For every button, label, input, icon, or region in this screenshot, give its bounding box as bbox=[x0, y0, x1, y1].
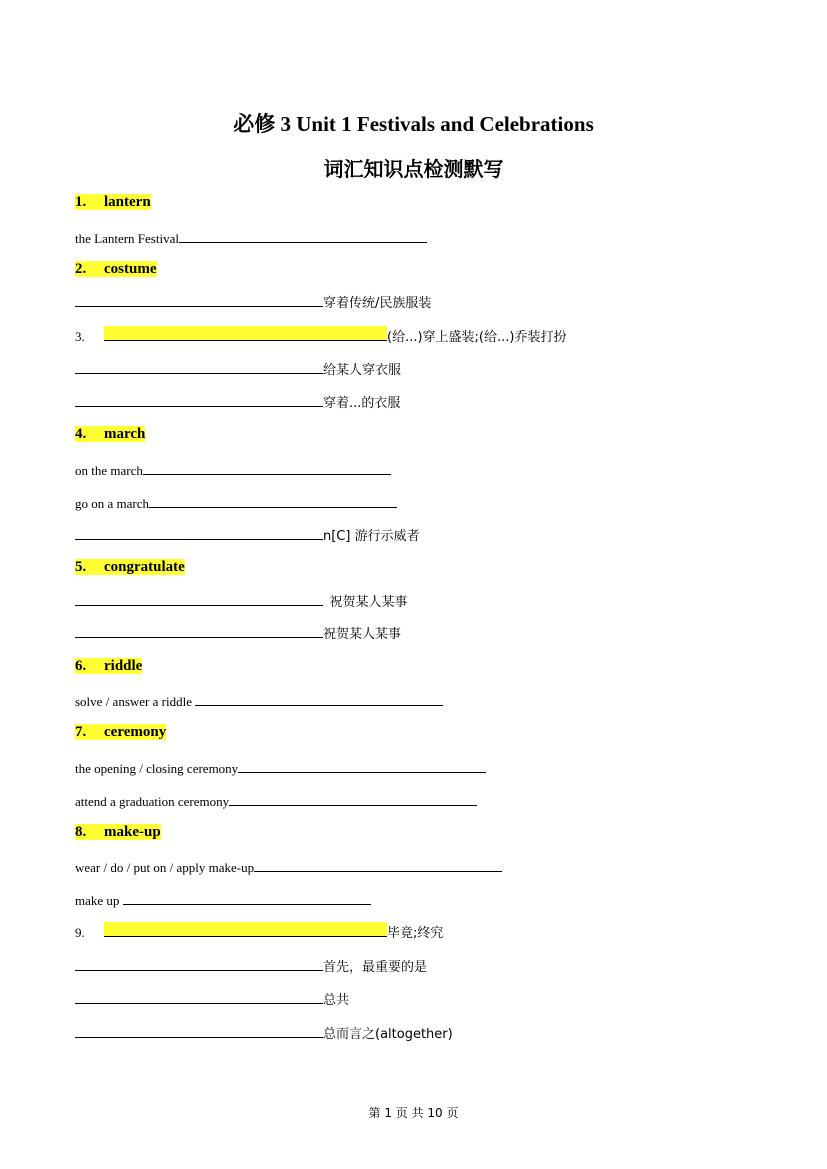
item-line-9a: 首先，最重要的是 bbox=[75, 956, 427, 976]
answer-blank[interactable] bbox=[143, 460, 391, 475]
item-heading-8: 8. make-up bbox=[75, 824, 161, 840]
item-line-9b: 总共 bbox=[75, 989, 349, 1009]
item-heading-5: 5. congratulate bbox=[75, 559, 185, 575]
answer-blank[interactable] bbox=[75, 1023, 323, 1038]
answer-blank[interactable] bbox=[254, 857, 502, 872]
answer-blank[interactable] bbox=[195, 691, 443, 706]
answer-blank[interactable] bbox=[75, 989, 323, 1004]
answer-blank[interactable] bbox=[75, 525, 323, 540]
answer-blank[interactable] bbox=[104, 922, 387, 937]
answer-blank[interactable] bbox=[123, 890, 371, 905]
answer-blank[interactable] bbox=[75, 392, 323, 407]
item-line-8a: wear / do / put on / apply make-up bbox=[75, 857, 502, 877]
item-line-2: 穿着传统/民族服装 bbox=[75, 292, 431, 312]
page-title: 必修 3 Unit 1 Festivals and Celebrations bbox=[233, 112, 594, 136]
item-line-7a: the opening / closing ceremony bbox=[75, 758, 486, 778]
answer-blank[interactable] bbox=[238, 758, 486, 773]
item-line-6: solve / answer a riddle bbox=[75, 691, 443, 711]
answer-blank[interactable] bbox=[75, 956, 323, 971]
item-line-5b: 祝贺某人某事 bbox=[75, 623, 401, 643]
item-line-3a: 给某人穿衣服 bbox=[75, 359, 401, 379]
answer-blank[interactable] bbox=[104, 326, 387, 341]
answer-blank[interactable] bbox=[75, 359, 323, 374]
item-line-3b: 穿着...的衣服 bbox=[75, 392, 400, 412]
answer-blank[interactable] bbox=[149, 493, 397, 508]
item-line-4a: on the march bbox=[75, 460, 391, 480]
item-heading-4: 4. march bbox=[75, 426, 146, 442]
item-line-4c: n[C] 游行示威者 bbox=[75, 525, 420, 545]
item-heading-3: 3. (给...)穿上盛装;(给...)乔装打扮 bbox=[75, 326, 566, 346]
answer-blank[interactable] bbox=[179, 228, 427, 243]
item-line-9c: 总而言之(altogether) bbox=[75, 1023, 453, 1043]
item-heading-1: 1. lantern bbox=[75, 194, 151, 210]
item-heading-9: 9. 毕竟;终究 bbox=[75, 922, 443, 942]
item-line-4b: go on a march bbox=[75, 493, 397, 513]
item-line-1: the Lantern Festival bbox=[75, 228, 427, 248]
answer-blank[interactable] bbox=[229, 791, 477, 806]
item-line-5a: 祝贺某人某事 bbox=[75, 591, 408, 611]
answer-blank[interactable] bbox=[75, 623, 323, 638]
item-heading-7: 7. ceremony bbox=[75, 724, 167, 740]
item-heading-6: 6. riddle bbox=[75, 658, 143, 674]
item-line-8b: make up bbox=[75, 890, 371, 910]
answer-blank[interactable] bbox=[75, 292, 323, 307]
item-heading-2: 2. costume bbox=[75, 261, 157, 277]
page-subtitle: 词汇知识点检测默写 bbox=[323, 157, 504, 181]
item-line-7b: attend a graduation ceremony bbox=[75, 791, 477, 811]
answer-blank[interactable] bbox=[75, 591, 323, 606]
page-footer: 第 1 页 共 10 页 bbox=[368, 1106, 459, 1120]
